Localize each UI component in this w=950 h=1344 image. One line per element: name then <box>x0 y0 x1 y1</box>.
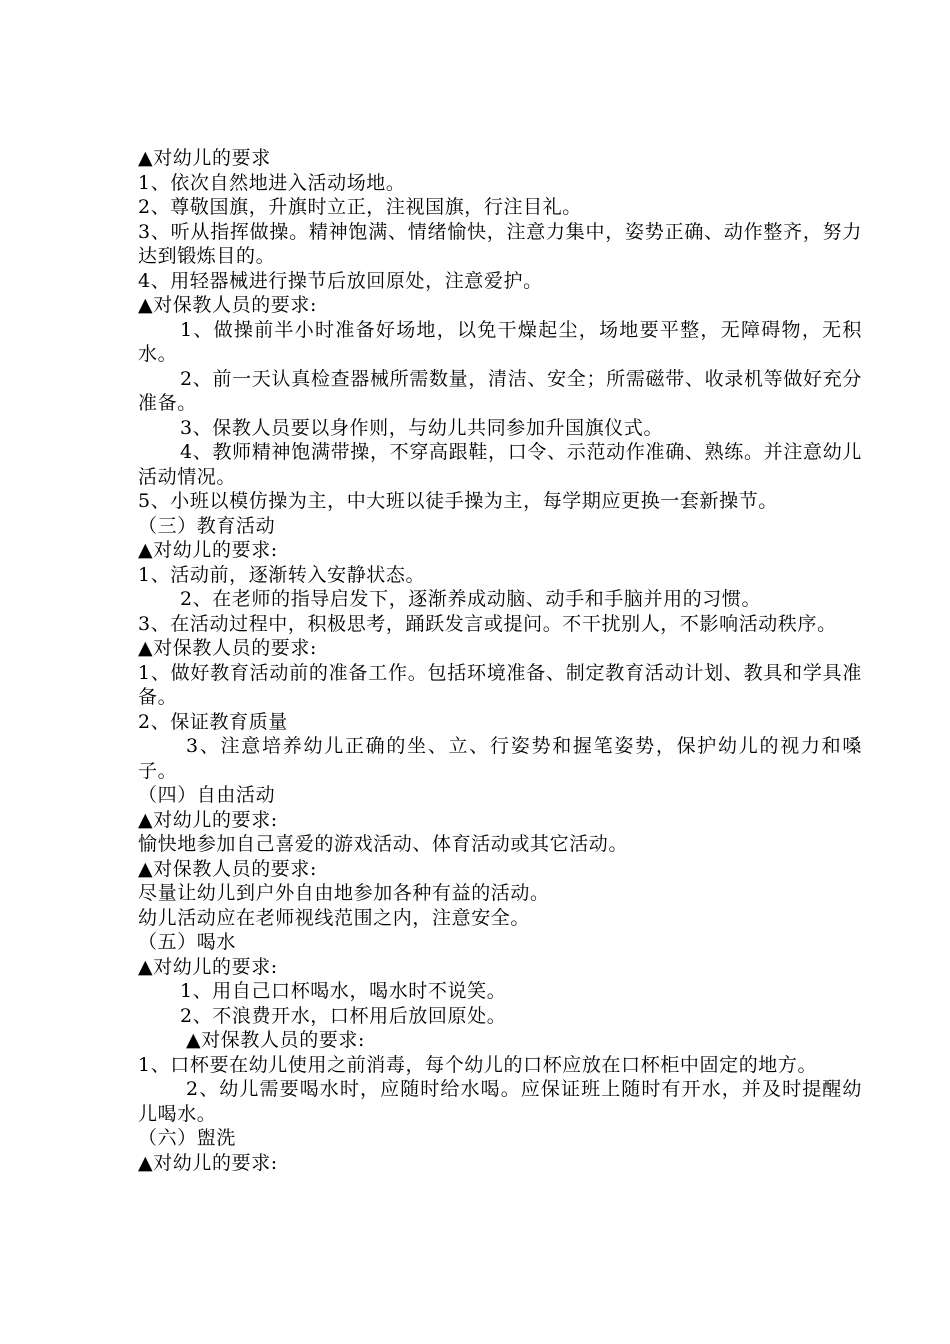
section-heading: （四）自由活动 <box>138 784 276 806</box>
paragraph-line: 尽量让幼儿到户外自由地参加各种有益的活动。 <box>138 882 550 904</box>
paragraph-line: 2、在老师的指导启发下，逐渐养成动脑、动手和手脑并用的习惯。 <box>180 588 762 610</box>
paragraph-line: 2、不浪费开水，口杯用后放回原处。 <box>180 1004 507 1027</box>
paragraph-line: 5、小班以模仿操为主，中大班以徒手操为主，每学期应更换一套新操节。 <box>138 490 778 512</box>
paragraph-line: 3、听从指挥做操。精神饱满、情绪愉快，注意力集中，姿势正确、动作整齐，努力达到锻炼目的。 <box>138 220 862 267</box>
section-heading: （五）喝水 <box>138 931 237 953</box>
paragraph-line: 1、活动前，逐渐转入安静状态。 <box>138 563 426 586</box>
paragraph-line: 2、幼儿需要喝水时，应随时给水喝。应保证班上随时有开水，并及时提醒幼儿喝水。 <box>138 1078 862 1125</box>
paragraph-line: 3、保教人员要以身作则，与幼儿共同参加升国旗仪式。 <box>180 416 664 439</box>
section-heading: （三）教育活动 <box>138 514 276 537</box>
paragraph-line: ▲对幼儿的要求 <box>138 147 271 169</box>
paragraph-line: 2、保证教育质量 <box>138 710 288 733</box>
section-heading: （六）盥洗 <box>138 1127 237 1149</box>
paragraph-line: ▲对幼儿的要求: <box>138 808 278 831</box>
paragraph-line: ▲对幼儿的要求: <box>138 1151 278 1174</box>
paragraph-line: 3、在活动过程中，积极思考，踊跃发言或提问。不干扰别人，不影响活动秩序。 <box>138 612 837 635</box>
document-page <box>138 146 862 1175</box>
paragraph-line: 幼儿活动应在老师视线范围之内，注意安全。 <box>138 906 531 929</box>
paragraph-line: ▲对保教人员的要求: <box>138 857 318 880</box>
paragraph-line: 4、教师精神饱满带操，不穿高跟鞋，口令、示范动作准确、熟练。并注意幼儿活动情况。 <box>138 441 862 488</box>
paragraph-line: ▲对保教人员的要求: <box>138 294 318 316</box>
paragraph-line: 1、做操前半小时准备好场地，以免干燥起尘，场地要平整，无障碍物，无积水。 <box>138 318 862 365</box>
paragraph-line: 愉快地参加自己喜爱的游戏活动、体育活动或其它活动。 <box>138 833 629 855</box>
paragraph-line: 2、前一天认真检查器械所需数量，清洁、安全；所需磁带、收录机等做好充分准备。 <box>138 367 862 414</box>
paragraph-line: 1、依次自然地进入活动场地。 <box>138 171 406 194</box>
paragraph-line: 2、尊敬国旗，升旗时立正，注视国旗，行注目礼。 <box>138 196 582 218</box>
paragraph-line: 1、用自己口杯喝水，喝水时不说笑。 <box>180 980 507 1002</box>
paragraph-line: 1、做好教育活动前的准备工作。包括环境准备、制定教育活动计划、教具和学具准备。 <box>138 661 862 708</box>
paragraph-line: ▲对幼儿的要求: <box>138 539 278 561</box>
paragraph-line: 4、用轻器械进行操节后放回原处，注意爱护。 <box>138 269 543 292</box>
paragraph-line: ▲对保教人员的要求: <box>186 1029 366 1051</box>
paragraph-line: 1、口杯要在幼儿使用之前消毒，每个幼儿的口杯应放在口杯柜中固定的地方。 <box>138 1053 818 1076</box>
paragraph-line: 3、注意培养幼儿正确的坐、立、行姿势和握笔姿势，保护幼儿的视力和嗓子。 <box>138 735 862 782</box>
paragraph-line: ▲对幼儿的要求: <box>138 955 278 978</box>
paragraph-line: ▲对保教人员的要求: <box>138 637 318 659</box>
